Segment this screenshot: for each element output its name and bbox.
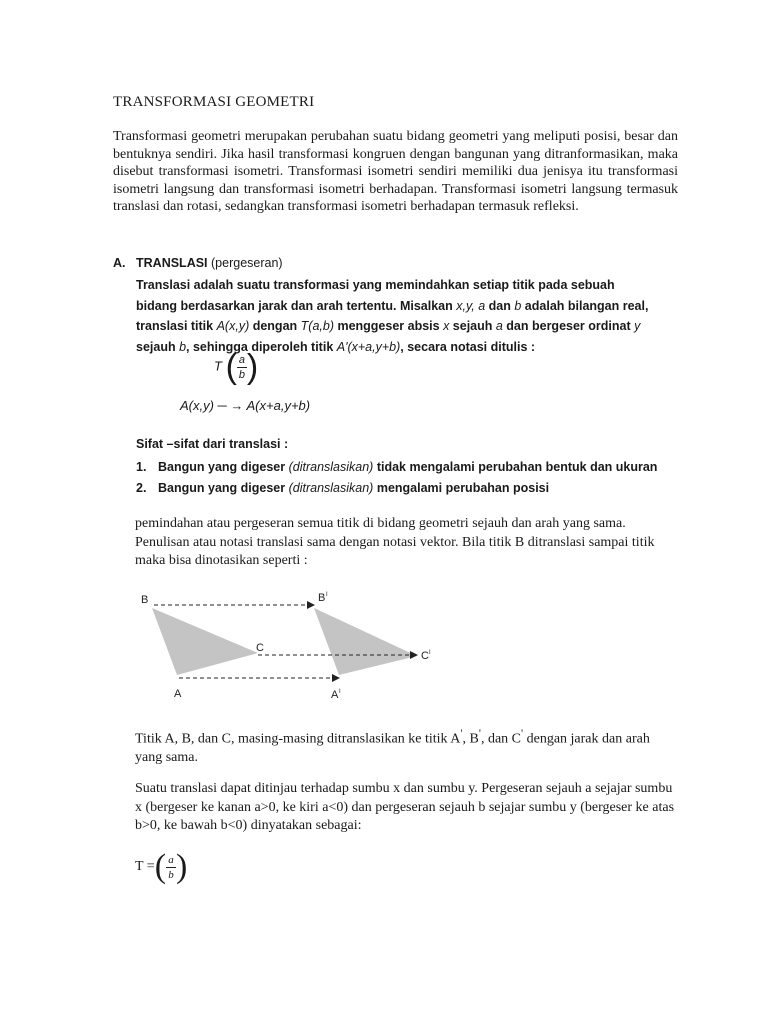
- list-text: Bangun yang digeser: [158, 460, 289, 474]
- formula-T-equals: T =: [135, 859, 155, 875]
- label-A-prime: A: [331, 689, 339, 701]
- triangle-original: [152, 608, 258, 675]
- list-italic: (ditranslasikan): [288, 460, 374, 474]
- diagram-caption: [135, 725, 680, 768]
- label-B-prime: B: [318, 592, 326, 604]
- def-text: Translasi adalah suatu transformasi yang memindahkan setiap titik pada sebuah bidang berdasarkan jarak dan arah tertentu. Misalkan: [136, 278, 615, 313]
- translation-diagram: [130, 585, 460, 705]
- def-italic: y: [634, 319, 641, 333]
- prime-mark: ': [460, 727, 463, 740]
- def-italic: x,y, a: [456, 298, 486, 313]
- list-item: [136, 478, 657, 499]
- list-text: Bangun yang digeser: [158, 480, 289, 495]
- left-paren: (: [154, 848, 167, 885]
- list-item: [136, 457, 657, 478]
- translation-vector-formula: [214, 348, 259, 386]
- prime-mark: ': [478, 727, 481, 740]
- label-A: A: [174, 688, 182, 700]
- def-text: sejauh: [449, 319, 496, 333]
- def-italic: A'(x+a,y+b): [336, 339, 401, 354]
- def-text: menggeser absis: [333, 319, 444, 333]
- properties-title: Sifat –sifat dari translasi :: [136, 437, 289, 451]
- label-A-prime-mark: I: [339, 689, 341, 695]
- axis-translation-paragraph: Suatu translasi dapat ditinjau terhadap sumbu x dan sumbu y. Pergeseran sejauh a sejajar sumbu x (bergeser ke kanan a>0, ke kiri a<0) dan pergeseran sejauh b sejajar sumbu y (bergeser ke atas b>0, ke bawah b<0) dinyatakan sebagai:: [135, 781, 675, 833]
- def-italic: A(x,y): [216, 319, 250, 333]
- right-paren: ): [246, 348, 259, 386]
- vector-a: a: [168, 853, 174, 866]
- translation-explanation: pemindahan atau pergeseran semua titik di bidang geometri sejauh dan arah yang sama. Penulisan atau notasi translasi sama dengan notasi vektor. Bila titik B ditranslasi sampai titik maka bisa dinotasikan seperti :: [135, 516, 655, 568]
- section-label-paren: (pergeseran): [211, 256, 283, 270]
- caption-text: Titik A, B, dan C, masing-masing ditranslasikan ke titik A: [135, 731, 461, 747]
- def-text: , secara notasi ditulis :: [400, 339, 536, 354]
- label-C: C: [256, 642, 264, 654]
- properties-list: [136, 457, 657, 498]
- intro-paragraph: Transformasi geometri merupakan perubahan suatu bidang geometri yang meliputi posisi, besar dan bentuknya sendiri. Jika hasil transformasi kongruen dengan bangunan yang ditranformasikan, maka disebut transformasi isometri. Transformasi isometri sendiri memiliki dua jenisya itu transformasi isometri langsung dan transformasi isometri berhadapan. Transformasi isometri langsung termasuk translasi dan rotasi, sedangkan transformasi isometri berhadapan termasuk refleksi.: [113, 129, 678, 215]
- section-label: TRANSLASI: [136, 256, 208, 270]
- vector-a: a: [238, 353, 245, 366]
- def-italic: a: [495, 319, 503, 333]
- def-italic: b: [179, 339, 187, 354]
- caption-text: , B: [462, 731, 479, 747]
- label-B-prime-mark: I: [326, 592, 328, 598]
- section-number: A.: [113, 256, 126, 270]
- def-text: adalah bilangan real, translasi titik: [136, 298, 649, 333]
- left-paren: (: [225, 348, 237, 386]
- vector-fraction: [237, 353, 247, 382]
- list-italic: (ditranslasikan): [288, 480, 374, 495]
- caption-text: , dan C: [480, 731, 521, 747]
- vector-b: b: [168, 868, 174, 881]
- def-text: dan: [485, 298, 515, 313]
- label-C-prime-mark: I: [429, 650, 431, 656]
- vector-formula-bottom: [135, 848, 188, 885]
- def-italic: x: [443, 319, 450, 333]
- list-number: 2.: [136, 480, 147, 495]
- translasi-definition: [136, 275, 656, 357]
- def-italic: b: [514, 298, 522, 313]
- formula-T: T: [214, 358, 222, 374]
- list-text: mengalami perubahan posisi: [373, 480, 550, 495]
- list-text: tidak mengalami perubahan bentuk dan ukuran: [373, 460, 658, 474]
- right-paren: ): [176, 848, 188, 885]
- vector-fraction: [166, 853, 176, 882]
- label-B: B: [141, 594, 149, 606]
- page-title: TRANSFORMASI GEOMETRI: [113, 94, 315, 110]
- label-C-prime: C: [421, 650, 429, 662]
- vector-b: b: [238, 368, 245, 381]
- caption-text: dengan jarak dan arah yang sama.: [135, 731, 650, 766]
- def-text: , sehingga diperoleh titik: [186, 339, 337, 354]
- def-text: dengan: [249, 319, 301, 333]
- mapping-formula: A(x,y) ─ → A(x+a,y+b): [180, 398, 311, 413]
- triangle-translated: [314, 608, 417, 675]
- list-number: 1.: [136, 460, 147, 474]
- def-italic: T(a,b): [300, 319, 334, 333]
- def-text: dan bergeser ordinat: [502, 319, 635, 333]
- def-text: sejauh: [136, 339, 180, 354]
- section-a-heading: [113, 256, 283, 270]
- prime-mark: ': [521, 727, 524, 740]
